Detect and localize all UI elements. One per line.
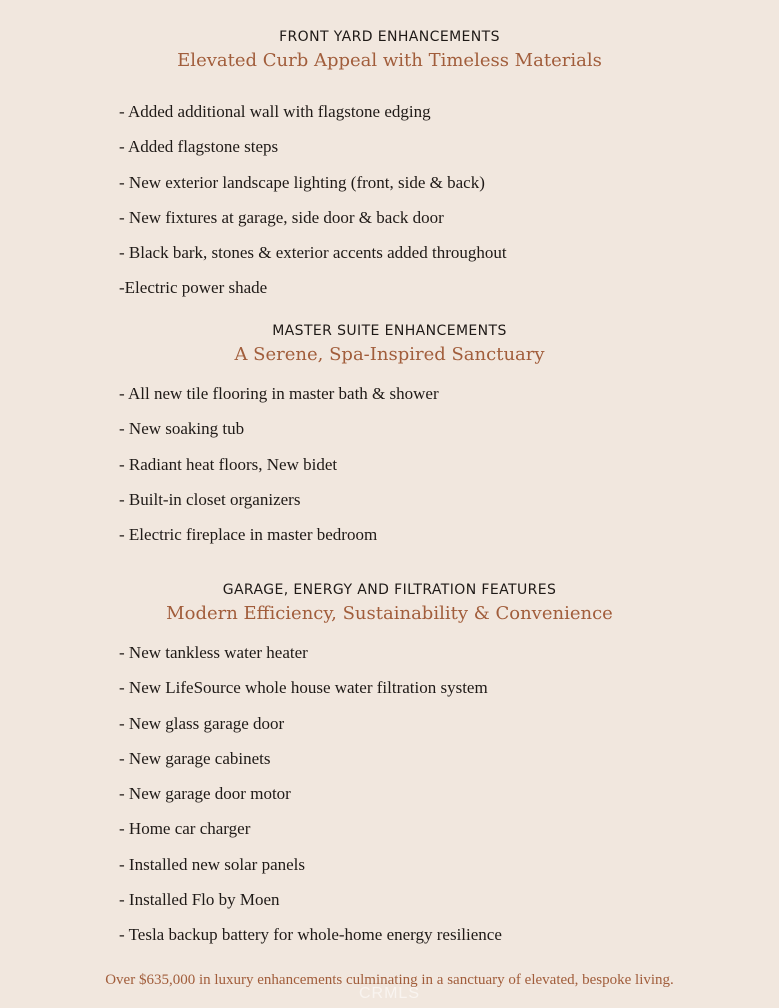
footer-tagline: Over $635,000 in luxury enhancements culminating in a sanctuary of elevated, bespoke living. [105, 972, 674, 988]
list-item: - New tankless water heater [119, 643, 308, 662]
list-item: - New soaking tub [119, 419, 245, 439]
section-heading: GARAGE, ENERGY AND FILTRATION FEATURES [222, 582, 557, 598]
section-garage-energy [0, 580, 779, 628]
list-item: - New garage cabinets [119, 748, 271, 768]
section-subtitle: Modern Efficiency, Sustainability & Convenience [166, 603, 613, 624]
list-item: - Installed Flo by Moen [119, 890, 280, 910]
list-item: - New exterior landscape lighting (front, side & back) [119, 172, 485, 192]
list-item: - Added flagstone steps [119, 137, 279, 157]
watermark: CRMLS [358, 985, 420, 1002]
garage-energy-list [119, 642, 719, 960]
section-front-yard [0, 27, 779, 75]
list-item: - All new tile flooring in master bath & shower [119, 384, 439, 403]
section-subtitle: A Serene, Spa-Inspired Sanctuary [234, 344, 545, 365]
list-item: - Electric fireplace in master bedroom [119, 525, 378, 545]
front-yard-list [119, 101, 719, 313]
list-item: - New glass garage door [119, 713, 285, 733]
section-heading: FRONT YARD ENHANCEMENTS [279, 29, 500, 45]
section-master-suite [0, 321, 779, 369]
list-item: - New LifeSource whole house water filtration system [119, 678, 488, 698]
list-item: - Tesla backup battery for whole-home energy resilience [119, 925, 502, 945]
list-item: - Installed new solar panels [119, 854, 305, 874]
list-item: - New fixtures at garage, side door & back door [119, 207, 444, 227]
section-heading: MASTER SUITE ENHANCEMENTS [272, 323, 507, 339]
list-item: -Electric power shade [119, 278, 268, 298]
list-item: - Built-in closet organizers [119, 489, 301, 509]
list-item: - Black bark, stones & exterior accents added throughout [119, 243, 507, 263]
list-item: - Added additional wall with flagstone edging [119, 102, 431, 121]
list-item: - New garage door motor [119, 784, 291, 804]
list-item: - Home car charger [119, 819, 251, 839]
section-subtitle: Elevated Curb Appeal with Timeless Materials [177, 50, 602, 71]
master-suite-list [119, 383, 719, 559]
list-item: - Radiant heat floors, New bidet [119, 454, 338, 474]
